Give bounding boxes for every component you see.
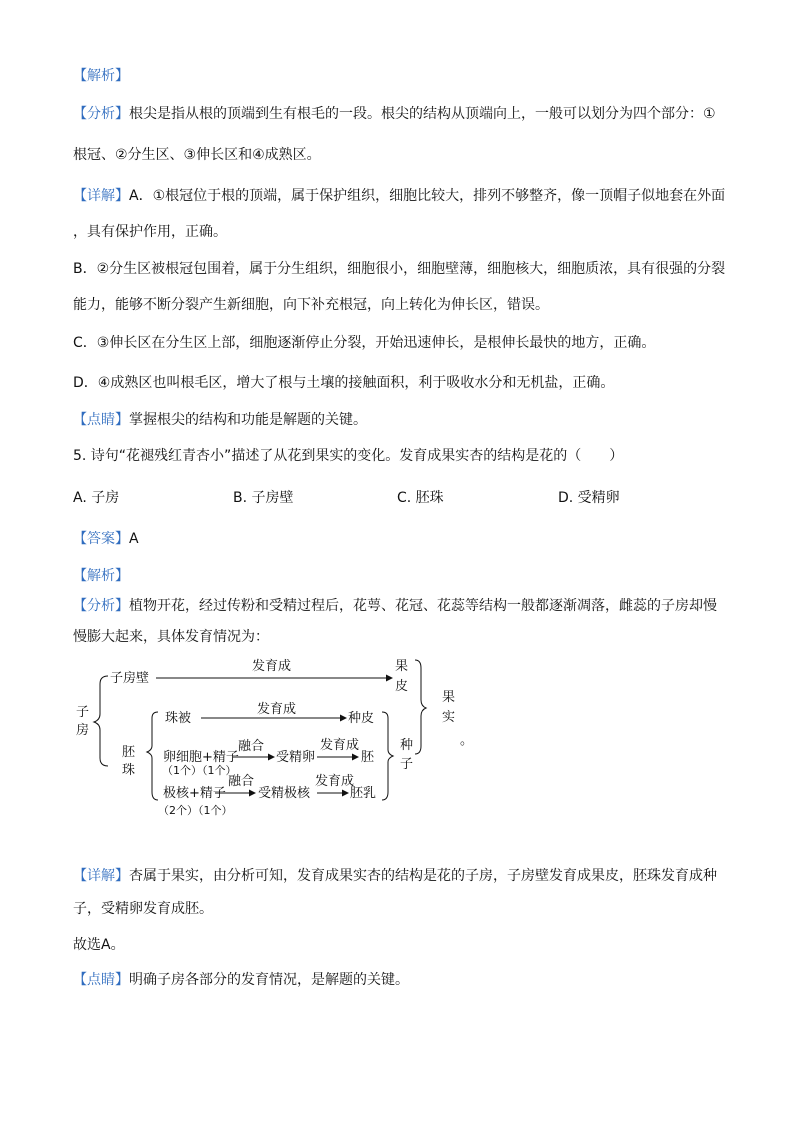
option-b: B. 子房壁: [233, 490, 294, 506]
guoshi-1: 果: [442, 690, 456, 705]
count-label-1: （1个）（1个）: [162, 764, 237, 777]
seed-brace: [382, 712, 393, 800]
detail-b-line-2: 能力，能够不断分裂产生新细胞，向下补充根冠，向上转化为伸长区，错误。: [73, 297, 549, 313]
zifang-1: 子: [76, 705, 90, 720]
detail2-line-2: 子，受精卵发育成胚。: [73, 901, 213, 917]
fayucheng-label-1: 发育成: [252, 659, 292, 674]
detail-a-line-1: 【详解】A．①根冠位于根的顶端，属于保护组织，细胞比较大，排列不够整齐，像一顶帽子似地套在外面: [73, 188, 726, 204]
shoujingjihe-label: 受精极核: [258, 786, 311, 801]
ronghe-label-1: 融合: [238, 739, 265, 754]
analysis2-line-2: 慢膨大起来，具体发育情况为：: [73, 629, 269, 645]
luanxibao-label: 卵细胞+精子: [163, 750, 239, 765]
ovary-brace: [94, 676, 108, 766]
detail2-line-1: 【详解】杏属于果实，由分析可知，发育成果实杏的结构是花的子房，子房壁发育成果皮，胚珠发育成种: [73, 868, 717, 884]
fayucheng-label-3: 发育成: [320, 738, 360, 753]
option-a: A. 子房: [73, 490, 120, 506]
zifang-2: 房: [76, 723, 90, 738]
peizhu-1: 胚: [122, 745, 136, 760]
zhubei-label: 珠被: [165, 711, 192, 726]
option-d: D. 受精卵: [558, 490, 620, 506]
detail-d-line: D．④成熟区也叫根毛区，增大了根与土壤的接触面积，利于吸收水分和无机盐，正确。: [73, 375, 615, 391]
zhongzi-1: 种: [400, 738, 414, 753]
ronghe-label-2: 融合: [228, 774, 255, 789]
option-c: C. 胚珠: [397, 490, 444, 506]
conclusion-line: 故选A。: [73, 937, 125, 953]
guopi-2: 皮: [395, 679, 409, 694]
fayucheng-label-4: 发育成: [315, 774, 355, 789]
analysis-line-1: 【分析】根尖是指从根的顶端到生有根毛的一段。根尖的结构从顶端向上，一般可以划分为四个部分：①: [73, 106, 716, 122]
fruit-brace: [415, 660, 426, 754]
jiexi-heading-2: 【解析】: [73, 568, 129, 584]
key-point-line: 【点睛】掌握根尖的结构和功能是解题的关键。: [73, 412, 367, 428]
answer-line: 【答案】A: [73, 531, 139, 547]
fayucheng-label-2: 发育成: [257, 702, 297, 717]
guoshi-2: 实: [442, 710, 456, 725]
analysis-line-2: 根冠、②分生区、③伸长区和④成熟区。: [73, 147, 321, 163]
trailing-dot: 。: [460, 733, 474, 748]
jihe-label: 极核+精子: [163, 786, 226, 801]
count-label-2: （2个）（1个）: [158, 804, 233, 817]
ovule-brace: [147, 712, 158, 800]
detail-c-line: C．③伸长区在分生区上部，细胞逐渐停止分裂，开始迅速伸长，是根伸长最快的地方，正确。: [73, 335, 656, 351]
ovary-development-diagram: [70, 654, 490, 824]
zifangbi-label: 子房壁: [110, 671, 150, 686]
zhongzi-2: 子: [400, 757, 414, 772]
jiexi-heading: 【解析】: [73, 68, 129, 84]
key-point-line-2: 【点睛】明确子房各部分的发育情况，是解题的关键。: [73, 972, 409, 988]
detail-b-line-1: B．②分生区被根冠包围着，属于分生组织，细胞很小，细胞壁薄，细胞核大，细胞质浓，具有很强的分裂: [73, 261, 726, 277]
pei-label: 胚: [361, 750, 375, 765]
analysis2-line-1: 【分析】植物开花，经过传粉和受精过程后，花萼、花冠、花蕊等结构一般都逐渐凋落，雌蕊的子房却慢: [73, 598, 717, 614]
peizhu-2: 珠: [122, 763, 136, 778]
guopi-1: 果: [395, 659, 409, 674]
shoujingluan-label: 受精卵: [276, 750, 316, 765]
zhongpi-label: 种皮: [348, 711, 375, 726]
question-stem: 5. 诗句“花褪残红青杏小”描述了从花到果实的变化。发育成果实杏的结构是花的（ ）: [73, 448, 624, 464]
detail-a-line-2: ，具有保护作用，正确。: [73, 224, 227, 240]
peiru-label: 胚乳: [350, 786, 377, 801]
